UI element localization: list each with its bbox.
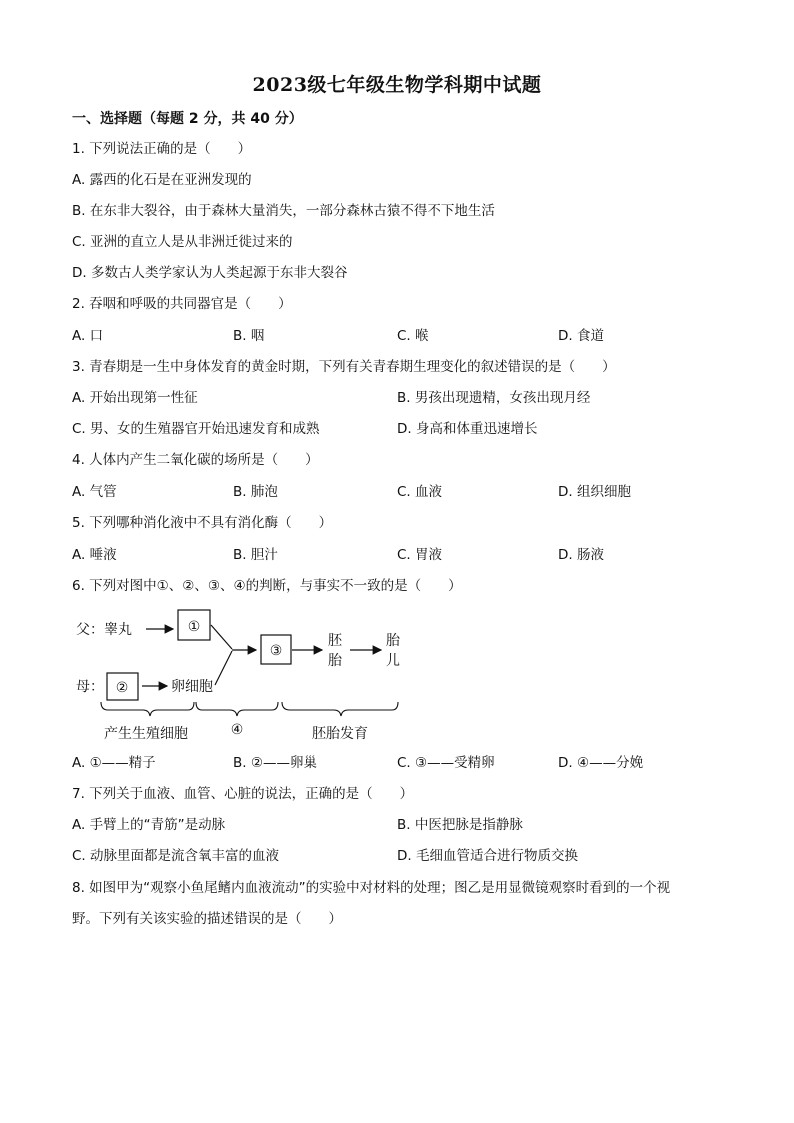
diagram-merge-line-top [211,625,232,649]
question-7-stem: 7. 下列关于血液、血管、心脏的说法，正确的是（ ） [72,786,414,802]
diagram-label-4: ④ [230,722,244,738]
question-6-option-a: A. ①——精子 [72,755,156,771]
diagram-mother-label: 母： [76,679,104,695]
question-1-option-b: B. 在东非大裂谷，由于森林大量消失，一部分森林古猿不得不下地生活 [72,203,495,219]
diagram-brace-development [282,702,398,716]
question-8-stem-line-2: 野。下列有关该实验的描述错误的是（ ） [72,911,342,927]
question-5-option-b: B. 胆汁 [233,547,278,563]
question-3-option-c: C. 男、女的生殖器官开始迅速发育和成熟 [72,421,320,437]
question-5-stem: 5. 下列哪种消化液中不具有消化酶（ ） [72,515,333,531]
question-2-option-b: B. 咽 [233,328,265,344]
page-title: 2023级七年级生物学科期中试题 [252,74,542,96]
question-7-option-a: A. 手臂上的“青筋”是动脉 [72,817,226,833]
question-7-option-d: D. 毛细血管适合进行物质交换 [397,848,578,864]
question-2-stem: 2. 吞咽和呼吸的共同器官是（ ） [72,296,292,312]
diagram-brace-4 [196,702,278,716]
question-4-stem: 4. 人体内产生二氧化碳的场所是（ ） [72,452,319,468]
diagram-embryo-char-1: 胚 [328,633,342,649]
question-3-option-a: A. 开始出现第一性征 [72,390,198,406]
question-6-stem: 6. 下列对图中①、②、③、④的判断，与事实不一致的是（ ） [72,578,462,594]
question-8-stem-line-1: 8. 如图甲为“观察小鱼尾鳍内血液流动”的实验中对材料的处理；图乙是用显微镜观察时看到的一个视 [72,880,671,896]
question-5-option-d: D. 肠液 [558,547,604,563]
diagram-label-development: 胚胎发育 [312,726,368,742]
diagram-father-label: 父：睾丸 [76,622,132,638]
question-7-option-c: C. 动脉里面都是流含氧丰富的血液 [72,848,280,864]
question-2-option-d: D. 食道 [558,328,604,344]
question-6-option-b: B. ②——卵巢 [233,755,317,771]
section-heading: 一、选择题（每题 2 分，共 40 分） [72,111,303,127]
diagram-merge-line-bottom [215,651,232,685]
question-1-option-d: D. 多数古人类学家认为人类起源于东非大裂谷 [72,265,348,281]
question-5-option-a: A. 唾液 [72,547,117,563]
question-2-option-c: C. 喉 [397,328,429,344]
question-1-option-a: A. 露西的化石是在亚洲发现的 [72,172,252,188]
question-2-option-a: A. 口 [72,328,104,344]
diagram-fetus-char-2: 儿 [386,653,400,669]
question-4-option-d: D. 组织细胞 [558,484,631,500]
question-1-stem: 1. 下列说法正确的是（ ） [72,141,252,157]
diagram-egg-label: 卵细胞 [171,679,213,695]
question-6-option-d: D. ④——分娩 [558,755,644,771]
diagram-box-2-label: ② [115,680,129,696]
question-7-option-b: B. 中医把脉是指静脉 [397,817,523,833]
question-4-option-a: A. 气管 [72,484,117,500]
diagram-brace-gametes [101,702,194,716]
question-5-option-c: C. 胃液 [397,547,443,563]
question-4-option-b: B. 肺泡 [233,484,278,500]
diagram-box-3-label: ③ [269,643,283,659]
diagram-embryo-char-2: 胎 [328,653,342,669]
reproduction-diagram [0,598,794,748]
question-3-option-b: B. 男孩出现遗精，女孩出现月经 [397,390,591,406]
question-3-option-d: D. 身高和体重迅速增长 [397,421,538,437]
diagram-fetus-char-1: 胎 [386,633,400,649]
question-3-stem: 3. 青春期是一生中身体发育的黄金时期，下列有关青春期生理变化的叙述错误的是（ ） [72,359,616,375]
question-6-option-c: C. ③——受精卵 [397,755,495,771]
diagram-box-1-label: ① [187,619,201,635]
question-1-option-c: C. 亚洲的直立人是从非洲迁徙过来的 [72,234,293,250]
question-4-option-c: C. 血液 [397,484,443,500]
diagram-label-gametes: 产生生殖细胞 [104,726,188,742]
